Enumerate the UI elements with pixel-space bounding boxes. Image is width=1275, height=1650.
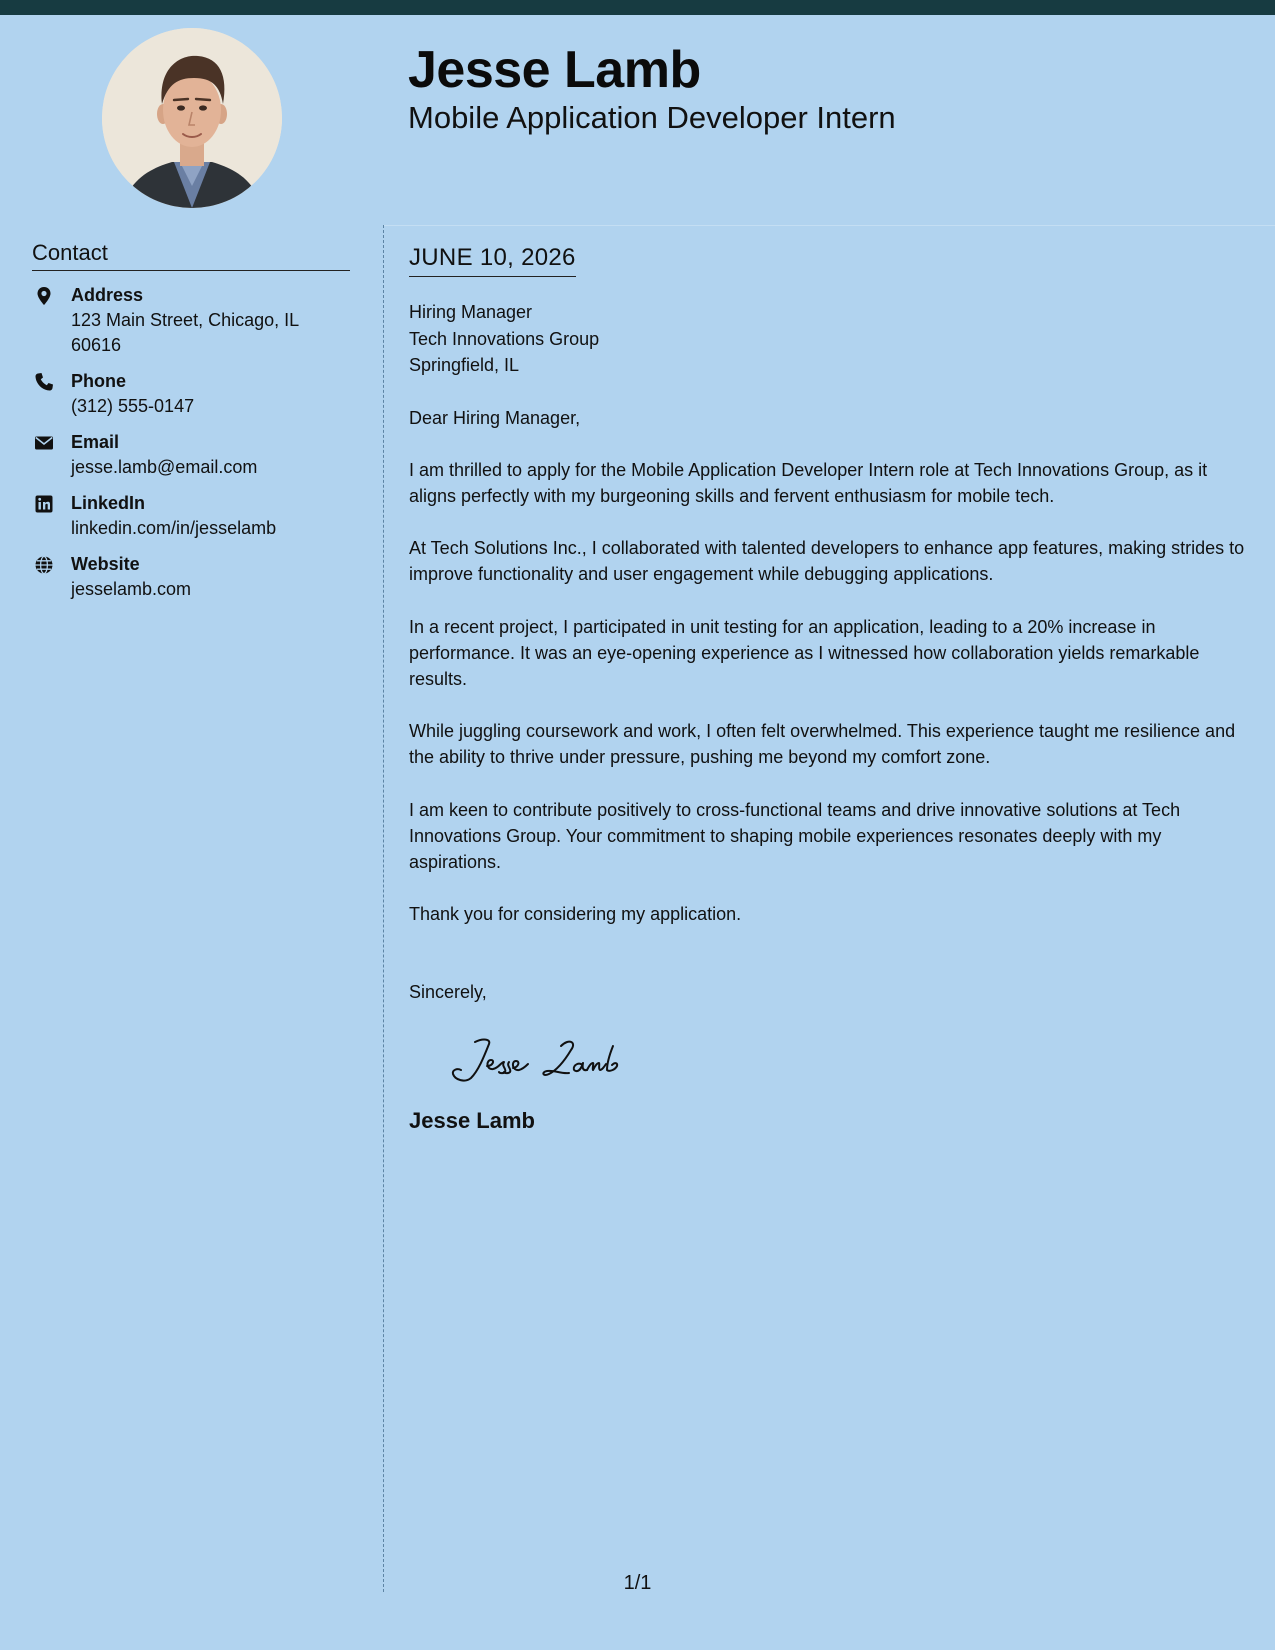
contact-item-email bbox=[32, 430, 352, 480]
signed-name: Jesse Lamb bbox=[409, 1107, 535, 1133]
letter-date: JUNE 10, 2026 bbox=[409, 244, 576, 277]
profile-photo bbox=[102, 28, 282, 208]
paragraph-3: In a recent project, I participated in unit testing for an application, leading to a 20% increase in performance. It was an eye-opening experience as I witnessed how collaboration yields remarkable results. bbox=[409, 616, 1200, 689]
contact-item-website bbox=[32, 552, 352, 602]
phone-icon bbox=[34, 372, 54, 392]
email-label: Email bbox=[71, 432, 120, 452]
recipient-location: Springfield, IL bbox=[409, 355, 520, 375]
letter-body bbox=[409, 244, 1249, 1134]
column-divider bbox=[383, 225, 384, 1592]
salutation: Dear Hiring Manager, bbox=[409, 407, 581, 428]
paragraph-4: While juggling coursework and work, I often felt overwhelmed. This experience taught me resilience and the ability to thrive under pressure, pushing me beyond my comfort zone. bbox=[409, 721, 1236, 768]
recipient-company: Tech Innovations Group bbox=[409, 328, 600, 349]
recipient-block bbox=[409, 299, 1249, 379]
linkedin-icon bbox=[34, 494, 54, 514]
contact-item-address bbox=[32, 283, 352, 358]
email-value: jesse.lamb@email.com bbox=[71, 457, 258, 477]
address-value: 123 Main Street, Chicago, IL 60616 bbox=[71, 310, 299, 355]
contact-heading: Contact bbox=[32, 240, 350, 271]
phone-label: Phone bbox=[71, 371, 127, 391]
address-label: Address bbox=[71, 285, 144, 305]
handwritten-signature bbox=[449, 1036, 639, 1086]
recipient-name: Hiring Manager bbox=[409, 302, 533, 322]
paragraph-1: I am thrilled to apply for the Mobile Application Developer Intern role at Tech Innovations Group, as it aligns perfectly with my burgeoning skills and fervent enthusiasm for mobile tech. bbox=[409, 459, 1208, 506]
applicant-name: Jesse Lamb bbox=[408, 41, 701, 99]
map-pin-icon bbox=[34, 286, 54, 306]
paragraph-5: I am keen to contribute positively to cross-functional teams and drive innovative solutions at Tech Innovations Group. Your commitment to shaping mobile experiences resonates deeply with my aspirations. bbox=[409, 799, 1181, 872]
linkedin-label: LinkedIn bbox=[71, 493, 146, 513]
header-divider bbox=[384, 225, 1275, 226]
contact-list bbox=[32, 283, 352, 613]
linkedin-value[interactable]: linkedin.com/in/jesselamb bbox=[71, 518, 277, 538]
website-value[interactable]: jesselamb.com bbox=[71, 579, 192, 599]
globe-icon bbox=[34, 555, 54, 575]
page-number: 1/1 bbox=[623, 1572, 652, 1594]
paragraph-6: Thank you for considering my application. bbox=[409, 904, 742, 925]
job-title: Mobile Application Developer Intern bbox=[408, 100, 896, 135]
contact-item-phone bbox=[32, 369, 352, 419]
phone-value: (312) 555-0147 bbox=[71, 396, 195, 416]
top-accent-bar bbox=[0, 0, 1275, 15]
contact-item-linkedin bbox=[32, 491, 352, 541]
envelope-icon bbox=[34, 433, 54, 453]
closing: Sincerely, bbox=[409, 982, 487, 1003]
website-label: Website bbox=[71, 554, 140, 574]
paragraph-2: At Tech Solutions Inc., I collaborated with talented developers to enhance app features, making strides to improve functionality and user engagement while debugging applications. bbox=[409, 538, 1245, 585]
